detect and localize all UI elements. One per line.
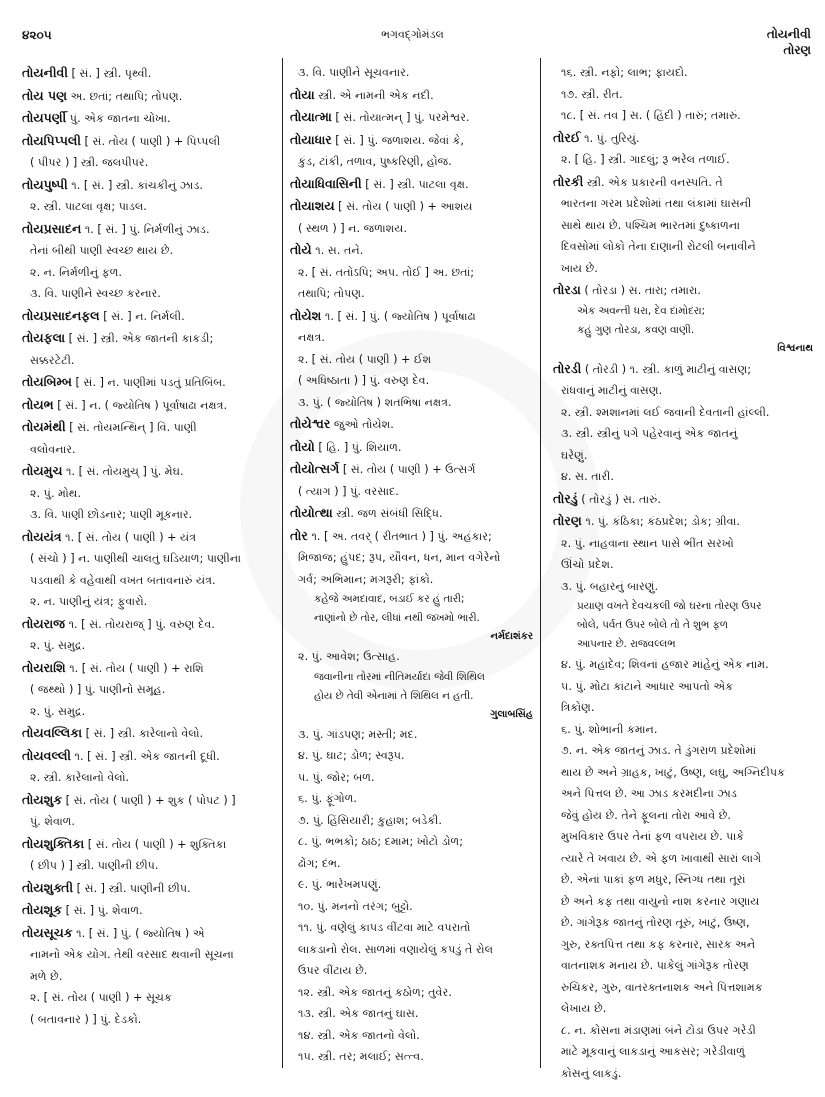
headword: તોયા bbox=[290, 86, 315, 102]
headword: તોયે bbox=[290, 242, 312, 257]
definition-text: [ સં. તોયાત્મન્ ] પું. પરમેશ્વર. bbox=[331, 111, 470, 124]
dictionary-entry bbox=[22, 613, 274, 636]
definition-text: [ સં. ] સ્ત્રી. પાટલા વૃક્ષ. bbox=[361, 177, 469, 191]
sense-line: ૪. સ. તારી. bbox=[561, 470, 614, 483]
headword: તોયરાજ bbox=[22, 615, 66, 631]
headword: તોયેશ્વર bbox=[290, 416, 331, 431]
sense-line: ૩. પું. ( જ્યોતિષ ) શતભિષા નક્ષત્ર. bbox=[298, 395, 452, 409]
sense-line: ૩. સ્ત્રી. સ્ત્રીનું પગે પહેરવાનું એક જાતનું bbox=[561, 427, 738, 440]
dictionary-entry bbox=[22, 305, 274, 328]
sense-line: ૨. [ સં. તોય ( પાણી ) + ઈશ bbox=[298, 352, 432, 366]
sense-line: ૭. પું. હિંસિયારી; કુહાશ; બડેકી. bbox=[298, 813, 442, 827]
headword: તોરણ bbox=[553, 513, 582, 528]
headword: તોયમંથી bbox=[22, 419, 66, 434]
dictionary-entry bbox=[290, 502, 533, 525]
dictionary-entry bbox=[290, 239, 533, 262]
continuation-line: મુખવિકાર ઉપર તેનાં ફળ વપરાય છે. પાકે bbox=[561, 830, 745, 843]
citation-quote: આપનાર છે. રાજવલ્લભ bbox=[577, 638, 676, 650]
dictionary-entry bbox=[22, 371, 274, 394]
dictionary-entry bbox=[22, 130, 274, 153]
continuation-line: તેનાં બીથી પાણી સ્વચ્છ થાય છે. bbox=[30, 244, 174, 257]
headword: તોર bbox=[290, 527, 308, 543]
sense-line: ૨. [ સં. તતોઽપિ; અપ. તોઈ ] અ. છતાં; bbox=[298, 265, 475, 279]
sense-line: ૨. પું. સમુદ્ર. bbox=[30, 639, 86, 652]
continuation-line: અને પિત્તલ છે. આ ઝાડ કરમદીના ઝાડ bbox=[561, 787, 737, 800]
dictionary-entry bbox=[22, 877, 274, 900]
sense-line: ૩. વિ. પાણીને સૂચવનાર. bbox=[298, 66, 410, 79]
guide-words bbox=[767, 26, 811, 58]
citation-quote: બોલે, પર્વત ઉપર બોલે તો તે શુભ ફળ bbox=[577, 619, 728, 631]
definition-text: અ. છતાં; તથાપિ; તોપણ. bbox=[67, 89, 183, 103]
dictionary-entry bbox=[22, 833, 274, 856]
dictionary-entry bbox=[553, 279, 813, 302]
definition-text: [ સં. ] ન. પાણીમાં પડતું પ્રતિબિંબ. bbox=[71, 376, 226, 389]
guide-word-first: તોયનીવી bbox=[766, 27, 811, 41]
sense-line: ૨. સ્ત્રી. શ્મશાનમાં લઈ જવાની દેવતાની હાંલ્લી. bbox=[561, 405, 770, 419]
dictionary-entry bbox=[22, 218, 274, 241]
continuation-line: નક્ષત્ર. bbox=[298, 331, 325, 344]
column-1 bbox=[22, 62, 274, 1030]
sense-line: ૧૬. સ્ત્રી. નફો; લાભ; ફાયદો. bbox=[561, 66, 688, 79]
definition-text: ૧. સ. તને. bbox=[311, 244, 364, 257]
sense-line: ૪. પું. મહાદેવ; શિવનાં હજાર માંહેનું એક નામ. bbox=[561, 658, 769, 671]
dictionary-entry bbox=[290, 458, 533, 481]
definition-text: જુઓ તોયેશ. bbox=[330, 418, 394, 431]
definition-text: સ્ત્રી. જળ સંબંધી સિદ્ધિ. bbox=[332, 507, 443, 520]
definition-text: ૧. [ અ. તવર્ ( રીતભાત ) ] પું. અહંકાર; bbox=[307, 529, 492, 543]
definition-text: ૧. [ સં. ] પું. ( જ્યોતિષ ) પૂર્વાષાઢા bbox=[321, 309, 476, 323]
dictionary-entry bbox=[290, 413, 533, 436]
continuation-line: પડવાથી કે વહેવાથી વખત બતાવનારું યંત્ર. bbox=[30, 573, 216, 587]
definition-text: સ્ત્રી. એક પ્રકારની વનસ્પતિ. તે bbox=[583, 175, 723, 189]
continuation-line: કુંડ, ટાંકી, તળાવ, પુષ્કરિણી, હોજ. bbox=[298, 155, 452, 168]
sense-line: ૨. પું. નાહવાના સ્થાન પાસે ભીંત સરખો bbox=[561, 536, 734, 550]
definition-text: [ સં. તોય ( પાણી ) + પિપ્પલી bbox=[80, 134, 221, 148]
headword: તોયશુક bbox=[22, 791, 63, 807]
column-divider bbox=[540, 58, 541, 1068]
headword: તોયપર્ણી bbox=[22, 110, 67, 125]
dictionary-entry bbox=[22, 62, 274, 85]
continuation-line: ( છીપ ) ] સ્ત્રી. પાણીની છીપ. bbox=[30, 859, 159, 872]
continuation-line: ( પીપર ) ] સ્ત્રી. જલપીપર. bbox=[30, 156, 149, 169]
definition-text: ૧. [ સં. તોયમુચ્ ] પું. મેઘ. bbox=[62, 465, 184, 478]
definition-text: [ સં. ] ન. ( જ્યોતિષ ) પૂર્વાષાઢા નક્ષત્ર. bbox=[53, 398, 228, 412]
dictionary-entry bbox=[290, 436, 533, 459]
headword: તોયયંત્ર bbox=[22, 528, 62, 544]
sense-line: ૨. સ્ત્રી. કારેલાનો વેલો. bbox=[30, 771, 130, 784]
headword: તોયશૂક bbox=[22, 902, 63, 917]
dictionary-entry bbox=[290, 129, 533, 152]
definition-text: ૧. [ સં. તોયરાજ્ ] પું. વરુણ દેવ. bbox=[65, 617, 215, 631]
sense-line: ૩. વિ. પાણીને સ્વચ્છ કરનાર. bbox=[30, 287, 161, 300]
headword: તોયપિપ્પલી bbox=[22, 132, 81, 148]
continuation-line: મિજાજ; હુંપદ; રૂપ, યૌવન, ધન, માન વગેરેનો bbox=[298, 551, 501, 564]
headword: તોયરાશિ bbox=[22, 659, 66, 675]
sense-line: ૭. ન. એક જાતનું ઝાડ. તે ડુંગરાળ પ્રદેશોમાં bbox=[561, 744, 757, 757]
continuation-line: નામનો એક યોગ. તેથી વરસાદ થવાની સૂચના bbox=[30, 948, 234, 961]
sense-line: ૧૮. [ સં. તવ ] સ. ( હિંદી ) તારું; તમારું. bbox=[561, 109, 741, 122]
continuation-line: વાતનાશક મનાય છે. પાકેલું ગાંગેરૂક તોરણ bbox=[561, 959, 749, 972]
continuation-line: ઢોંગ; દંભ. bbox=[298, 856, 341, 870]
continuation-line: સાથે થાય છે. પશ્ચિમ ભારતમાં દુષ્કાળના bbox=[561, 218, 740, 232]
sense-line: ૨. પું. આવેશ; ઉત્સાહ. bbox=[298, 650, 400, 663]
dictionary-entry bbox=[22, 174, 274, 197]
definition-text: પું. એક જાતના ચોખા. bbox=[66, 112, 171, 125]
continuation-line: ભારતના ગરમ પ્રદેશોમાં તથા લંકામાં ઘાસની bbox=[561, 197, 752, 210]
continuation-line: છે. એનાં પાકાં ફળ મધુર, સ્નિગ્ધ તથા તૂરાં bbox=[561, 873, 746, 886]
dictionary-entry bbox=[290, 195, 533, 218]
continuation-line: ત્યારે તે ખવાય છે. એ ફળ ખાવાથી સારાં લાગે bbox=[561, 851, 762, 865]
headword: તોરઈ bbox=[553, 129, 581, 145]
headword: તોય પણ bbox=[22, 87, 68, 103]
definition-text: [ હિ. ] પું. શિયાળ. bbox=[314, 440, 402, 454]
definition-text: [ સં. ] પું. જળાશય. જેવાં કે, bbox=[331, 133, 464, 147]
headword: તોયનીવી bbox=[22, 65, 68, 80]
definition-text: ( તોરડા ) સ. તારા; તમારા. bbox=[580, 284, 701, 297]
continuation-line: વલોવનાર. bbox=[30, 442, 76, 456]
sense-line: ૮. પું. ભભકો; ઠાઠ; દમામ; ખોટો ડોળ; bbox=[298, 835, 464, 848]
headword: તોયવલ્લી bbox=[22, 747, 71, 763]
sense-line: ૬. પું. શોભાની કમાન. bbox=[561, 722, 658, 736]
headword: તોયભ bbox=[22, 396, 54, 412]
headword: તોયાશય bbox=[290, 198, 335, 213]
sense-line: ૨. [ સં. તોય ( પાણી ) + સૂચક bbox=[30, 991, 172, 1004]
citation-quote: હોય છે તેવી એનામાં તે શિથિલ ન હતી. bbox=[314, 689, 474, 702]
continuation-line: ઘરેણું. bbox=[561, 448, 588, 462]
continuation-line: રાંધવાનું માટીનું વાસણ. bbox=[561, 384, 663, 397]
definition-text: ૧. [ સં. તોય ( પાણી ) + યંત્ર bbox=[61, 530, 197, 544]
continuation-line: ( જથ્થો ) ] પું. પાણીનો સમૂહ. bbox=[30, 683, 166, 696]
dictionary-entry bbox=[553, 127, 813, 150]
continuation-line: ( અધિષ્ઠાતા ) ] પું. વરુણ દેવ. bbox=[298, 374, 430, 387]
column-divider bbox=[282, 58, 283, 1068]
dictionary-entry bbox=[553, 488, 813, 511]
continuation-line: સક્કરટેટી. bbox=[30, 353, 75, 367]
definition-text: ૧. પું. કંઠિકા; કંઠપ્રદેશ; ડોક; ગ્રીવા. bbox=[581, 515, 740, 528]
definition-text: [ સં. તોય ( પાણી ) + શુક ( પોપટ ) ] bbox=[62, 793, 236, 807]
continuation-line: લાકડાનો રોલ. સાળમાં વણાયેલું કપડું તે રોલ bbox=[298, 942, 494, 956]
headword: તોરડું bbox=[553, 490, 578, 506]
continuation-line: લેખાય છે. bbox=[561, 1002, 607, 1015]
sense-line: ૧૫. સ્ત્રી. તર; મલાઈ; સત્ત્વ. bbox=[298, 1050, 424, 1063]
continuation-line: ખાય છે. bbox=[561, 261, 598, 275]
headword: તોયાધિવાસિની bbox=[290, 175, 362, 191]
column-2 bbox=[290, 62, 533, 1068]
sense-line: ૩. પું. ગાંડપણ; મસ્તી; મદ. bbox=[298, 727, 418, 741]
definition-text: [ સં. ] સ્ત્રી. એક જાતની કાકડી; bbox=[65, 332, 214, 345]
dictionary-entry bbox=[290, 305, 533, 328]
dictionary-entry bbox=[22, 107, 274, 130]
continuation-line: ઉપર વીંટાય છે. bbox=[298, 964, 368, 977]
headword: તોયવલ્લિકા bbox=[22, 725, 83, 740]
dictionary-entry bbox=[553, 171, 813, 194]
sense-line: ૨. ન. નિર્મળીનું ફળ. bbox=[30, 265, 122, 279]
continuation-line: માટે મૂકવાનું લાકડાનું આકસર; ગરેડીવાળું bbox=[561, 1045, 746, 1058]
continuation-line: ગર્વ; અભિમાન; મગરૂરી; ફાંકો. bbox=[298, 572, 434, 586]
sense-line: ૩. પું. બહારનું બારણું. bbox=[561, 579, 659, 593]
definition-text: [ સં. ] સ્ત્રી. કારેલાનો વેલો. bbox=[82, 727, 204, 740]
continuation-line: છે. ગાંગેરૂક જાતનું તોરણ તૂરું, ખાટું, ઉષ્ણ, bbox=[561, 916, 750, 929]
definition-text: [ સં. તોય ( પાણી ) + ઉત્સર્ગ bbox=[339, 463, 476, 476]
continuation-line: રુચિકર, ગુરુ, વાતરક્તનાશક અને પિત્તશામક bbox=[561, 980, 763, 994]
headword: તોયપુષ્પી bbox=[22, 176, 68, 192]
definition-text: ( તોરડું ) સ. તારું. bbox=[577, 492, 661, 506]
guide-word-last: તોરણ bbox=[783, 43, 811, 57]
column-3 bbox=[553, 62, 813, 1084]
sense-line: ૧૧. પું. વણેલું કાપડ વીંટવા માટે વપરાતો bbox=[298, 921, 471, 934]
continuation-line: પું. શેવાળ. bbox=[30, 815, 75, 828]
definition-text: [ સં. ] સ્ત્રી. પાણીની છીપ. bbox=[73, 881, 191, 895]
dictionary-entry bbox=[22, 85, 274, 108]
sense-line: ૨. પું. સમુદ્ર. bbox=[30, 704, 86, 718]
sense-line: ૨. સ્ત્રી. પાટલા વૃક્ષ; પાડલ. bbox=[30, 200, 147, 213]
sense-line: ૩. વિ. પાણી છોડનાર; પાણી મૂકનાર. bbox=[30, 508, 193, 521]
dictionary-entry bbox=[290, 106, 533, 129]
headword: તોયશુક્તી bbox=[22, 879, 74, 895]
dictionary-entry bbox=[22, 327, 274, 350]
sense-line: ૧૭. સ્ત્રી. રીત. bbox=[561, 87, 623, 101]
sense-line: ૧૦. પું. મનનો તરંગ; બુટ્ટો. bbox=[298, 899, 413, 913]
citation-quote: જવાનીના તોરમાં નીતિમર્યાદા જેવી શિથિલ bbox=[314, 670, 485, 683]
continuation-line: ઊંચો પ્રદેશ. bbox=[561, 558, 614, 571]
definition-text: ૧. [ સં. તોય ( પાણી ) + રાશિ bbox=[65, 661, 204, 675]
continuation-line: ( બતાવનાર ) ] પું. દેડકો. bbox=[30, 1012, 142, 1026]
headword: તોયેશ bbox=[290, 307, 322, 323]
definition-text: [ સં. તોય ( પાણી ) + શુક્તિકા bbox=[84, 837, 227, 851]
headword: તોયમુચ bbox=[22, 463, 63, 478]
continuation-line: તથાપિ; તોપણ. bbox=[298, 287, 365, 300]
definition-text: [ સં. તોયમન્થિન્ ] વિ. પાણી bbox=[65, 421, 197, 434]
continuation-line: દિવસોમાં લોકો તેના દાણાની રોટલી બનાવીને bbox=[561, 240, 756, 253]
sense-line: ૧૩. સ્ત્રી. એક જાતનું ઘાસ. bbox=[298, 1007, 419, 1020]
continuation-line: ગુરુ, રક્તપિત્ત તથા કફ કરનાર, સારક અને bbox=[561, 937, 756, 951]
citation-quote: નાણાંનો છે તોર, લીધાં નથી જખમો ભારી. bbox=[314, 612, 480, 624]
dictionary-entry bbox=[22, 899, 274, 922]
sense-line: ૪. પું. ઘાટ; ડોળ; સ્વરૂપ. bbox=[298, 749, 405, 762]
headword: તોરડી bbox=[553, 360, 582, 376]
sense-line: ૫. પું. મોટા કાંટાને આધાર આપતો એક bbox=[561, 679, 734, 693]
continuation-line: ( સંચો ) ] ન. પાણીથી ચાલતું ઘડિયાળ; પાણીના bbox=[30, 552, 241, 565]
dictionary-entry bbox=[553, 358, 813, 381]
page-header bbox=[0, 22, 825, 62]
citation-quote: કહેજે અમદાવાદ, બડાઈ કર હું તારી; bbox=[314, 593, 465, 605]
headword: તોયશુક્તિકા bbox=[22, 835, 85, 851]
headword: તોયોત્સર્ગ bbox=[290, 461, 340, 476]
sense-line: ૨. પું. મોથ. bbox=[30, 486, 81, 500]
dictionary-entry bbox=[22, 745, 274, 768]
citation-quote: પ્રયાણ વખતે દેવચકલી જો ઘરના તોરણ ઉપર bbox=[577, 600, 762, 612]
headword: તોયપ્રસાદનફલ bbox=[22, 307, 100, 323]
dictionary-entry bbox=[290, 525, 533, 548]
definition-text: [ સં. તોય ( પાણી ) + આશય bbox=[334, 200, 473, 213]
citation-author: ગુલાબસિંહ bbox=[490, 708, 533, 720]
definition-text: ૧. [ સં. ] પું. નિર્મળીનું ઝાડ. bbox=[81, 222, 210, 236]
sense-line: ૮. ન. કોસના મંડાણમાં બંને ટોડા ઉપર ગરેડી bbox=[561, 1023, 756, 1037]
definition-text: ( તોરડી ) ૧. સ્ત્રી. કાળું માટીનું વાસણ; bbox=[581, 362, 752, 376]
headword: તોયબિમ્બ bbox=[22, 374, 72, 389]
definition-text: [ સં. ] ન. નિર્મલી. bbox=[99, 309, 185, 323]
headword: તોયપ્રસાદન bbox=[22, 220, 82, 236]
definition-text: ૧. પું. તુરિયું. bbox=[580, 131, 640, 145]
definition-text: સ્ત્રી. એ નામની એક નદી. bbox=[314, 88, 434, 102]
definition-text: ૧. [ સં. ] સ્ત્રી. કાંચકીનું ઝાડ. bbox=[67, 178, 203, 192]
definition-text: [ સં. ] સ્ત્રી. પૃથ્વી. bbox=[67, 67, 152, 80]
citation-quote: એક અવન્તી ધરા, દેવ દામોદરા; bbox=[577, 304, 706, 317]
headword: તોરકી bbox=[553, 173, 584, 189]
continuation-line: ( ત્યાગ ) ] પું. વરસાદ. bbox=[298, 484, 399, 498]
headword: તોયસૂચક bbox=[22, 924, 73, 940]
citation-author: વિશ્વનાથ bbox=[777, 342, 813, 354]
headword: તોયાત્મા bbox=[290, 109, 332, 124]
continuation-line: જેવું હોય છે. તેને ફૂલના તોરા આવે છે. bbox=[561, 808, 731, 822]
sense-line: ૫. પું. જોર; બળ. bbox=[298, 770, 375, 784]
dictionary-entry bbox=[22, 657, 274, 680]
headword: તોયફલા bbox=[22, 330, 66, 345]
continuation-line: મળે છે. bbox=[30, 969, 63, 983]
dictionary-entry bbox=[22, 394, 274, 417]
dictionary-entry bbox=[22, 722, 274, 745]
sense-line: ૯. પું. ભારેખમપણું. bbox=[298, 878, 382, 891]
dictionary-entry bbox=[22, 460, 274, 483]
citation-author: નર્મદાશંકર bbox=[490, 631, 533, 642]
dictionary-entry bbox=[553, 510, 813, 533]
definition-text: ૧. [ સં. ] સ્ત્રી. એક જાતની દૂધી. bbox=[70, 749, 220, 763]
headword: તોયો bbox=[290, 438, 315, 454]
dictionary-entry bbox=[22, 416, 274, 439]
citation-quote: કહું ગુણ તોરડા, કવણ વાણી. bbox=[577, 323, 695, 336]
sense-line: ૧૨. સ્ત્રી. એક જાતનું કઠોળ; તુવેર. bbox=[298, 985, 452, 999]
page-number: ૪૨૦૫ bbox=[22, 28, 52, 42]
headword: તોરડા bbox=[553, 282, 581, 297]
definition-text: [ સં. ] પું. શેવાળ. bbox=[62, 904, 143, 917]
sense-line: ૨. ન. પાણીનું યંત્ર; ફુવારો. bbox=[30, 595, 148, 608]
dictionary-entry bbox=[22, 922, 274, 945]
dictionary-entry bbox=[22, 789, 274, 812]
continuation-line: છે અને કફ તથા વાયુનો નાશ કરનાર ગણાય bbox=[561, 894, 760, 908]
continuation-line: કોસનું લાકડું. bbox=[561, 1066, 622, 1080]
definition-text: ૧. [ સં. ] પું. ( જ્યોતિષ ) એ bbox=[72, 926, 205, 940]
dictionary-entry bbox=[290, 173, 533, 196]
sense-line: ૬. પું. ફૂંગોળ. bbox=[298, 792, 357, 805]
headword: તોયોત્થા bbox=[290, 505, 333, 520]
continuation-line: ( સ્થળ ) ] ન. જળાશય. bbox=[298, 221, 408, 235]
dictionary-entry bbox=[22, 526, 274, 549]
continuation-line: થાય છે અને ગ્રાહક, ખાટું, ઉષ્ણ, લઘુ, અગ્નિદીપક bbox=[561, 765, 786, 779]
dictionary-entry bbox=[290, 84, 533, 107]
sense-line: ૧૪. સ્ત્રી. એક જાતનો વેલો. bbox=[298, 1028, 420, 1042]
book-title: ભગવદ્ગોમંડલ bbox=[381, 28, 444, 41]
headword: તોયાધાર bbox=[290, 131, 332, 147]
sense-line: ૨. [ હિ. ] સ્ત્રી. ગાદલું; રૂ ભરેલ તળાઈ. bbox=[561, 153, 730, 166]
continuation-line: ત્રિકોણ. bbox=[561, 701, 595, 714]
